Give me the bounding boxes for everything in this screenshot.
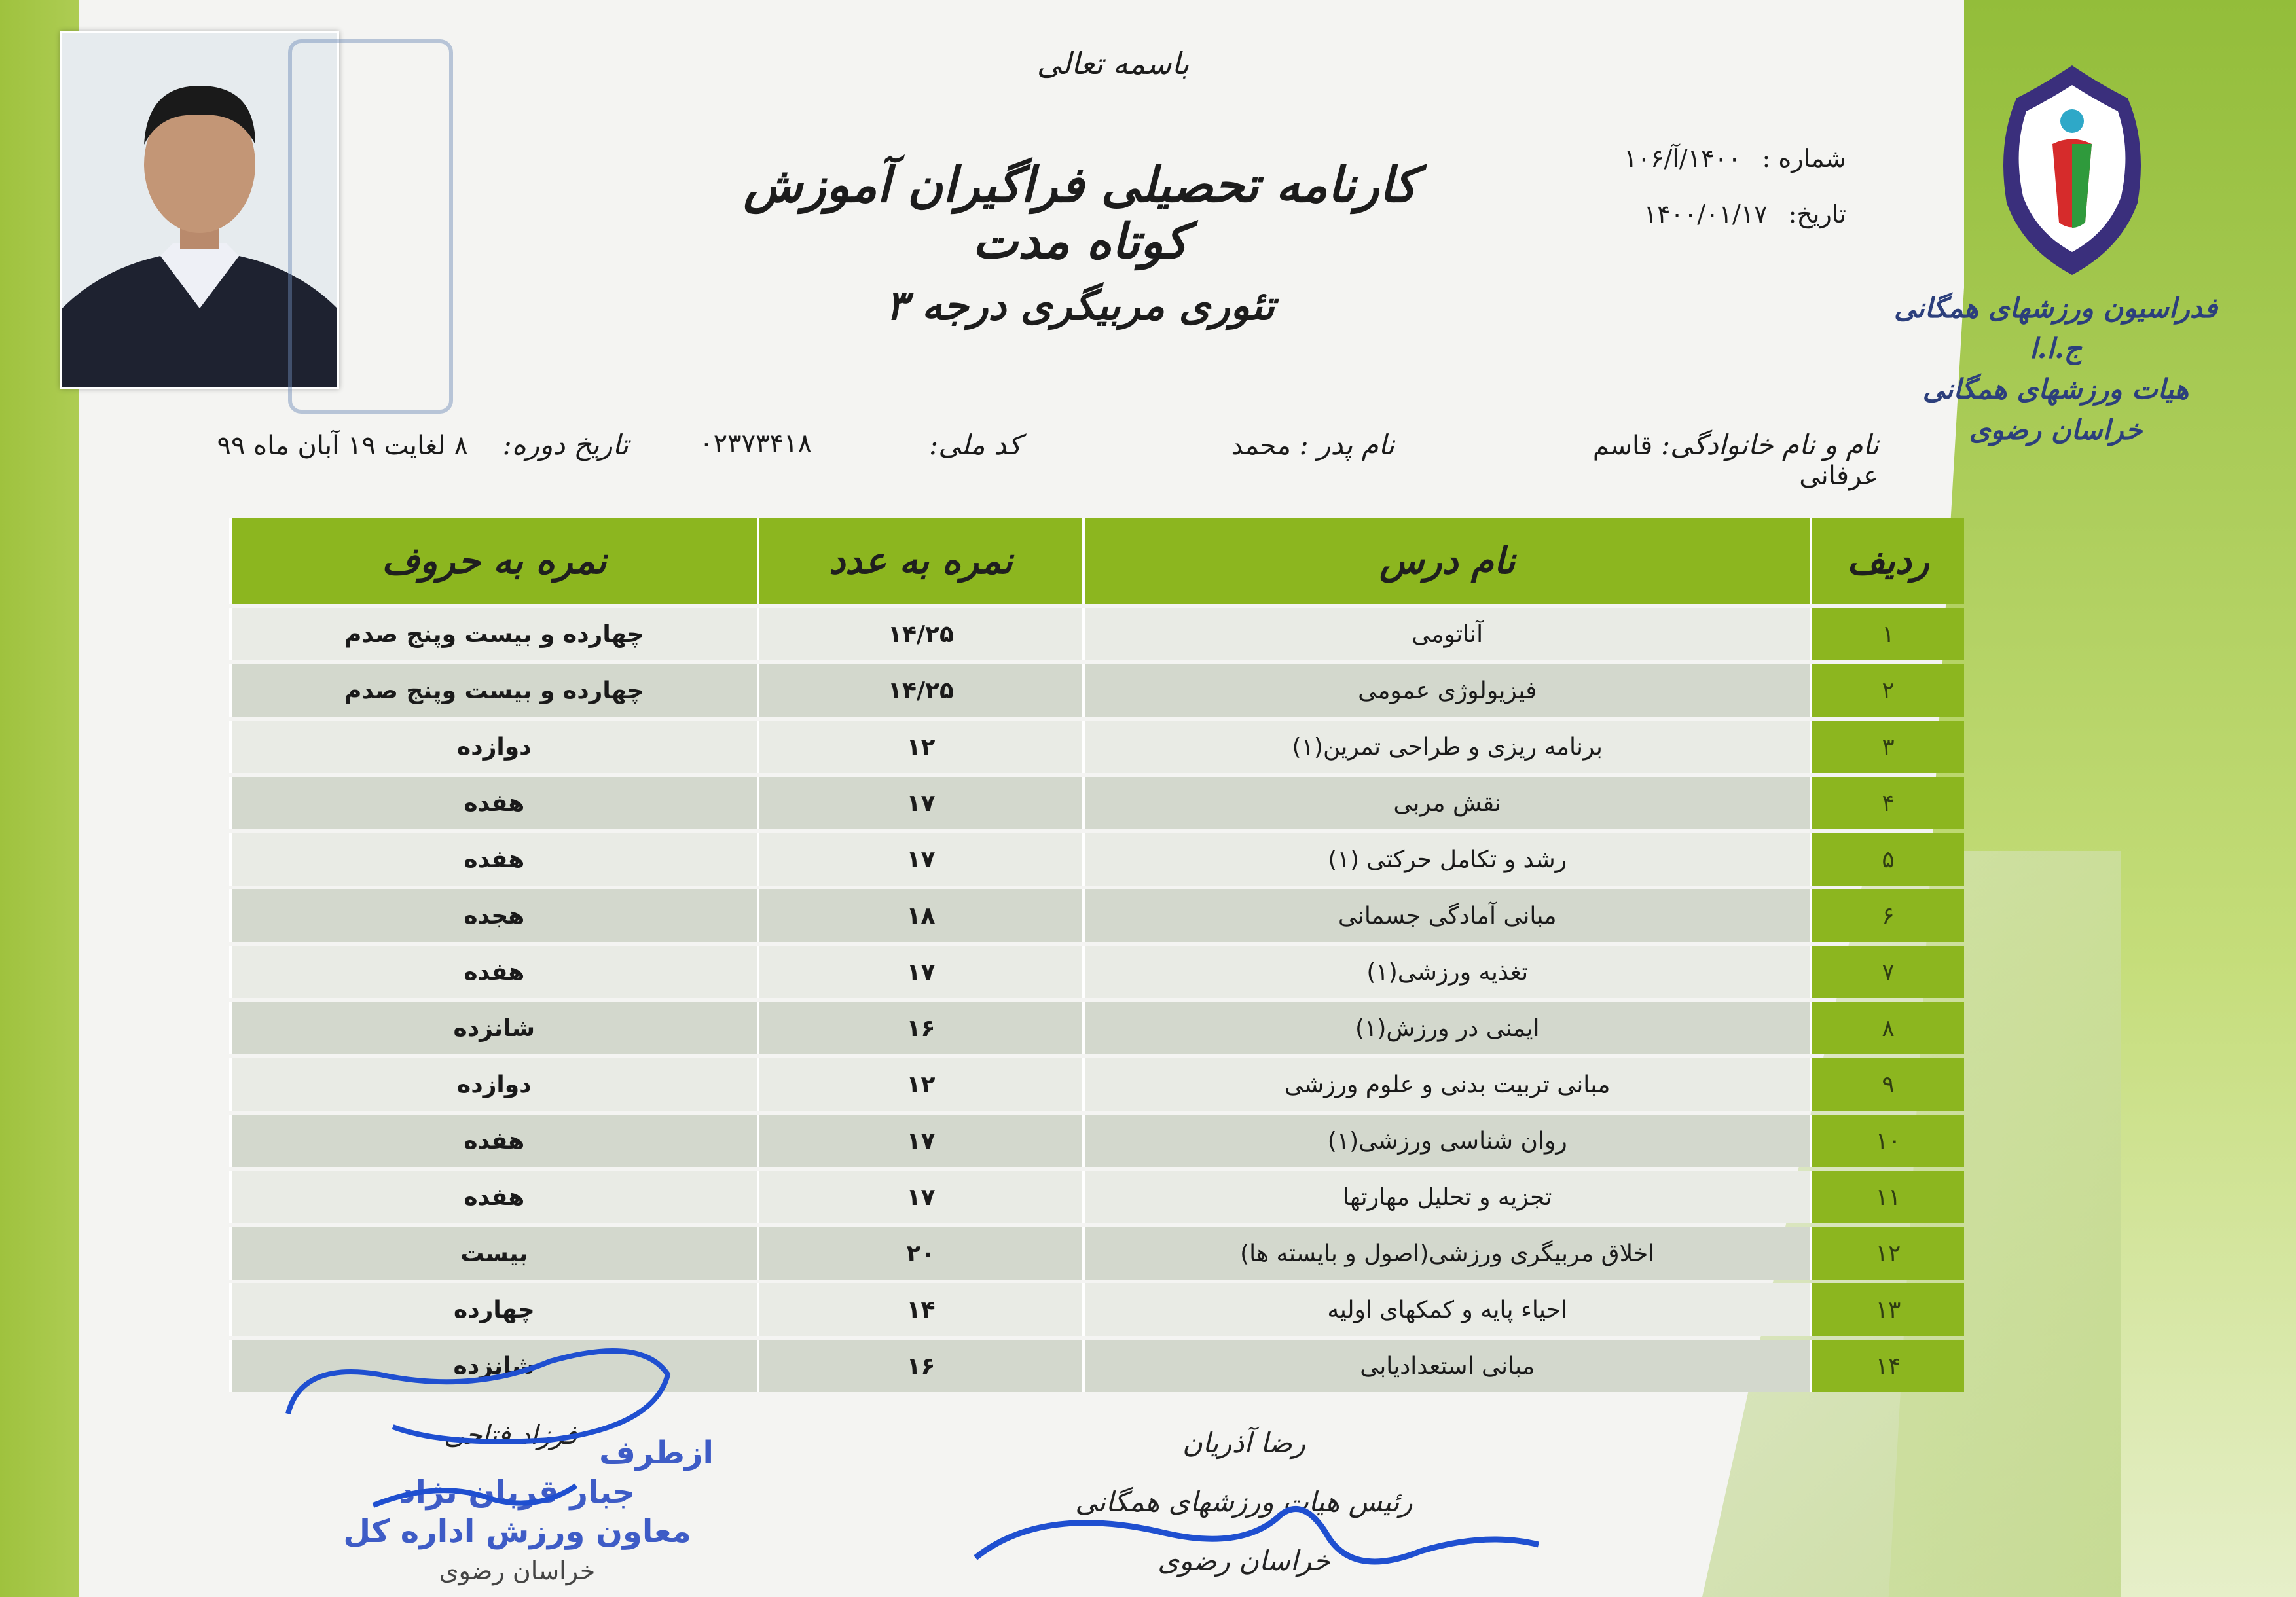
score-number: ۱۷ [757, 833, 1083, 886]
table-row [229, 1227, 1964, 1280]
name-value: قاسم عرفانی [1592, 431, 1879, 491]
score-number: ۱۶ [757, 1002, 1083, 1054]
right-signatory-title: رئیس هیات ورزشهای همگانی [1075, 1486, 1413, 1518]
header-score-number: نمره به عدد [757, 518, 1083, 604]
number-value: ۱۴۰۰/آ/۱۰۶ [1624, 144, 1741, 173]
father-label: نام پدر : [1299, 429, 1394, 461]
date-line [1597, 200, 1846, 228]
number-line [1597, 144, 1846, 173]
score-words: دوازده [229, 721, 757, 773]
score-number: ۱۷ [757, 1115, 1083, 1167]
father-name [1178, 429, 1394, 461]
table-row [229, 608, 1964, 660]
course-name: رشد و تکامل حرکتی (۱) [1082, 833, 1810, 886]
left-signatory-name: فرزاد فتاحی [444, 1420, 577, 1450]
score-number: ۱۴ [757, 1283, 1083, 1336]
score-number: ۲۰ [757, 1227, 1083, 1280]
course-name: نقش مربی [1082, 777, 1810, 829]
row-number: ۱۲ [1810, 1227, 1964, 1280]
basmala: باسمه تعالی [1036, 46, 1190, 81]
left-signature [275, 1335, 681, 1545]
course-name: تجزیه و تحلیل مهارتها [1082, 1171, 1810, 1223]
score-words: هفده [229, 833, 757, 886]
federation-line-2: هیات ورزشهای همگانی خراسان رضوی [1922, 373, 2189, 446]
federation-emblem-icon [1990, 59, 2154, 281]
name-label: نام و نام خانوادگی: [1661, 429, 1879, 461]
course-name: مبانی تربیت بدنی و علوم ورزشی [1082, 1058, 1810, 1111]
course-name: فیزیولوژی عمومی [1082, 664, 1810, 717]
row-number: ۱۱ [1810, 1171, 1964, 1223]
federation-line-1: فدراسیون ورزشهای همگانی ج.ا.ا [1894, 292, 2217, 365]
score-words: هفده [229, 946, 757, 998]
period-value: ۸ لغایت ۱۹ آبان ماه ۹۹ [217, 431, 468, 461]
date-label: تاریخ: [1788, 200, 1846, 228]
left-stamp-line-3: معاون ورزش اداره کل [343, 1513, 691, 1550]
table-row [229, 1171, 1964, 1223]
score-words: چهارده و بیست وپنج صدم [229, 664, 757, 717]
row-number: ۶ [1810, 889, 1964, 942]
row-number: ۴ [1810, 777, 1964, 829]
date-value: ۱۴۰۰/۰۱/۱۷ [1643, 200, 1768, 228]
score-number: ۱۸ [757, 889, 1083, 942]
table-header-row [229, 518, 1964, 604]
row-number: ۱ [1810, 608, 1964, 660]
father-value: محمد [1231, 431, 1291, 461]
course-title: تئوری مربیگری درجه ۳ [885, 281, 1275, 329]
score-words: هفده [229, 1171, 757, 1223]
score-number: ۱۷ [757, 946, 1083, 998]
score-number: ۱۴/۲۵ [757, 608, 1083, 660]
row-number: ۸ [1810, 1002, 1964, 1054]
table-row [229, 1058, 1964, 1111]
course-period [183, 429, 629, 461]
table-row [229, 946, 1964, 998]
right-signatory-name: رضا آذریان [1182, 1427, 1306, 1459]
table-row [229, 721, 1964, 773]
row-number: ۹ [1810, 1058, 1964, 1111]
table-row [229, 1002, 1964, 1054]
score-words: بیست [229, 1227, 757, 1280]
photo-stamp [288, 39, 453, 414]
course-name: احیاء پایه و کمکهای اولیه [1082, 1283, 1810, 1336]
score-words: چهارده و بیست وپنج صدم [229, 608, 757, 660]
score-words: شانزده [229, 1340, 757, 1392]
right-signatory-region: خراسان رضوی [1157, 1545, 1330, 1577]
course-name: تغذیه ورزشی(۱) [1082, 946, 1810, 998]
score-number: ۱۷ [757, 1171, 1083, 1223]
table-row [229, 777, 1964, 829]
row-number: ۳ [1810, 721, 1964, 773]
row-number: ۷ [1810, 946, 1964, 998]
score-number: ۱۷ [757, 777, 1083, 829]
header-course-name: نام درس [1082, 518, 1810, 604]
course-name: آناتومی [1082, 608, 1810, 660]
score-words: هفده [229, 1115, 757, 1167]
national-id-label: کد ملی: [929, 429, 1021, 461]
row-number: ۵ [1810, 833, 1964, 886]
row-number: ۱۰ [1810, 1115, 1964, 1167]
national-id-value: ۰۲۳۷۳۴۱۸ [699, 429, 812, 459]
row-number: ۲ [1810, 664, 1964, 717]
left-stamp-line-4: خراسان رضوی [439, 1556, 596, 1585]
period-label: تاریخ دوره: [502, 429, 629, 461]
course-name: ایمنی در ورزش(۱) [1082, 1002, 1810, 1054]
left-stamp-line-1: ازطرف [599, 1435, 714, 1471]
header-score-words: نمره به حروف [229, 518, 757, 604]
score-words: چهارده [229, 1283, 757, 1336]
score-words: هفده [229, 777, 757, 829]
table-row [229, 1115, 1964, 1167]
grades-table [229, 514, 1964, 1396]
row-number: ۱۳ [1810, 1283, 1964, 1336]
student-name [1539, 429, 1879, 491]
score-number: ۱۶ [757, 1340, 1083, 1392]
score-words: هجده [229, 889, 757, 942]
course-name: مبانی آمادگی جسمانی [1082, 889, 1810, 942]
score-number: ۱۲ [757, 1058, 1083, 1111]
right-signature [962, 1479, 1552, 1597]
score-number: ۱۴/۲۵ [757, 664, 1083, 717]
score-number: ۱۲ [757, 721, 1083, 773]
course-name: روان شناسی ورزشی(۱) [1082, 1115, 1810, 1167]
number-label: شماره : [1762, 144, 1846, 173]
score-words: دوازده [229, 1058, 757, 1111]
federation-name [1886, 288, 2226, 450]
course-name: برنامه ریزی و طراحی تمرین(۱) [1082, 721, 1810, 773]
table-row [229, 833, 1964, 886]
page-title: کارنامه تحصیلی فراگیران آموزش کوتاه مدت [743, 157, 1417, 270]
table-row [229, 664, 1964, 717]
course-name: مبانی استعدادیابی [1082, 1340, 1810, 1392]
table-row [229, 1283, 1964, 1336]
row-number: ۱۴ [1810, 1340, 1964, 1392]
header-row-number: ردیف [1810, 518, 1964, 604]
table-row [229, 889, 1964, 942]
left-stamp-line-2: جبار قربان نژاد [399, 1474, 636, 1511]
score-words: شانزده [229, 1002, 757, 1054]
course-name: اخلاق مربیگری ورزشی(اصول و بایسته ها) [1082, 1227, 1810, 1280]
